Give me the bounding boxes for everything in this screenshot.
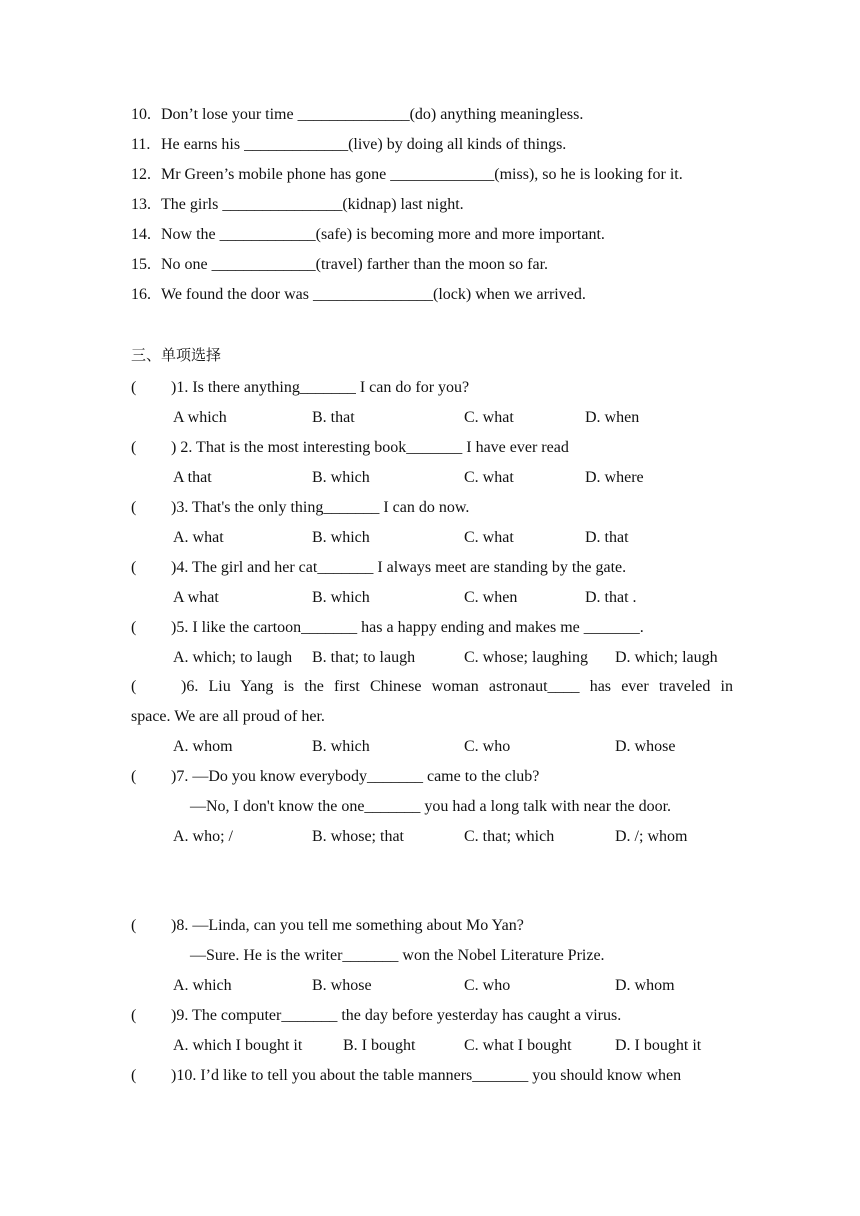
option-c: C. what <box>464 409 514 426</box>
answer-paren: ( <box>131 768 137 785</box>
option-d: D. where <box>585 469 644 486</box>
answer-paren: ( <box>131 499 137 516</box>
question-text: )4. The girl and her cat_______ I always meet are standing by the gate. <box>171 559 627 576</box>
option-d: D. /; whom <box>615 828 688 845</box>
question-text: )9. The computer_______ the day before yesterday has caught a virus. <box>171 1007 622 1024</box>
option-a: A. who; / <box>173 828 233 845</box>
option-c: C. what <box>464 529 514 546</box>
fill-blank-text: The girls _______________(kidnap) last night. <box>161 196 464 213</box>
question-text-continued: space. We are all proud of her. <box>131 708 325 725</box>
fill-blank-text: No one _____________(travel) farther than the moon so far. <box>161 256 549 273</box>
option-d: D. I bought it <box>615 1037 702 1054</box>
fill-blank-number: 16. <box>131 286 151 303</box>
option-c: C. who <box>464 977 511 994</box>
option-d: D. whose <box>615 738 676 755</box>
fill-blank-text: Mr Green’s mobile phone has gone _____________(miss), so he is looking for it. <box>161 166 683 183</box>
question-text: )10. I’d like to tell you about the table manners_______ you should know when <box>171 1067 682 1084</box>
option-d: D. that . <box>585 589 637 606</box>
section-title: 三、单项选择 <box>131 346 222 364</box>
option-b: B. which <box>312 589 370 606</box>
question-text: )8. —Linda, can you tell me something about Mo Yan? <box>171 917 524 934</box>
option-d: D. when <box>585 409 640 426</box>
answer-paren: ( <box>131 559 137 576</box>
answer-paren: ( <box>131 917 137 934</box>
question-text: ) 2. That is the most interesting book_______ I have ever read <box>171 439 569 456</box>
option-b: B. which <box>312 469 370 486</box>
option-b: B. that; to laugh <box>312 649 416 666</box>
option-c: C. that; which <box>464 828 555 845</box>
option-c: C. when <box>464 589 518 606</box>
fill-blank-text: Don’t lose your time ______________(do) anything meaningless. <box>161 106 584 123</box>
option-a: A which <box>173 409 227 426</box>
option-b: B. whose <box>312 977 372 994</box>
option-b: B. I bought <box>343 1037 416 1054</box>
question-text: )3. That's the only thing_______ I can do now. <box>171 499 470 516</box>
fill-blank-number: 15. <box>131 256 151 273</box>
option-b: B. whose; that <box>312 828 404 845</box>
answer-paren: ( <box>131 1007 137 1024</box>
question-text: )1. Is there anything_______ I can do for you? <box>171 379 470 396</box>
fill-blank-number: 10. <box>131 106 151 123</box>
option-a: A what <box>173 589 219 606</box>
fill-blank-text: Now the ____________(safe) is becoming more and more important. <box>161 226 605 243</box>
fill-blank-number: 11. <box>131 136 151 153</box>
question-text: )5. I like the cartoon_______ has a happy ending and makes me _______. <box>171 619 644 636</box>
question-response: —No, I don't know the one_______ you had a long talk with near the door. <box>190 798 672 815</box>
answer-paren: ( <box>131 379 137 396</box>
option-a: A. whom <box>173 738 233 755</box>
fill-blank-text: He earns his _____________(live) by doing all kinds of things. <box>161 136 567 153</box>
option-a: A. what <box>173 529 224 546</box>
answer-paren: ( <box>131 619 137 636</box>
question-text: )7. —Do you know everybody_______ came to the club? <box>171 768 540 785</box>
fill-blank-number: 14. <box>131 226 151 243</box>
option-a: A. which <box>173 977 232 994</box>
fill-blank-number: 12. <box>131 166 151 183</box>
option-c: C. what <box>464 469 514 486</box>
answer-paren: ( <box>131 1067 137 1084</box>
option-d: D. which; laugh <box>615 649 718 666</box>
option-c: C. what I bought <box>464 1037 572 1054</box>
option-d: D. whom <box>615 977 675 994</box>
option-a: A. which I bought it <box>173 1037 303 1054</box>
answer-paren: ( <box>131 439 137 456</box>
question-text: )6. Liu Yang is the first Chinese woman astronaut____ has ever traveled in <box>181 678 733 695</box>
option-a: A. which; to laugh <box>173 649 293 666</box>
option-c: C. whose; laughing <box>464 649 588 666</box>
question-response: —Sure. He is the writer_______ won the Nobel Literature Prize. <box>190 947 605 964</box>
answer-paren: ( <box>131 678 137 695</box>
option-b: B. that <box>312 409 355 426</box>
option-d: D. that <box>585 529 629 546</box>
option-c: C. who <box>464 738 511 755</box>
fill-blank-number: 13. <box>131 196 151 213</box>
fill-blank-text: We found the door was _______________(lock) when we arrived. <box>161 286 586 303</box>
option-b: B. which <box>312 529 370 546</box>
option-a: A that <box>173 469 212 486</box>
option-b: B. which <box>312 738 370 755</box>
